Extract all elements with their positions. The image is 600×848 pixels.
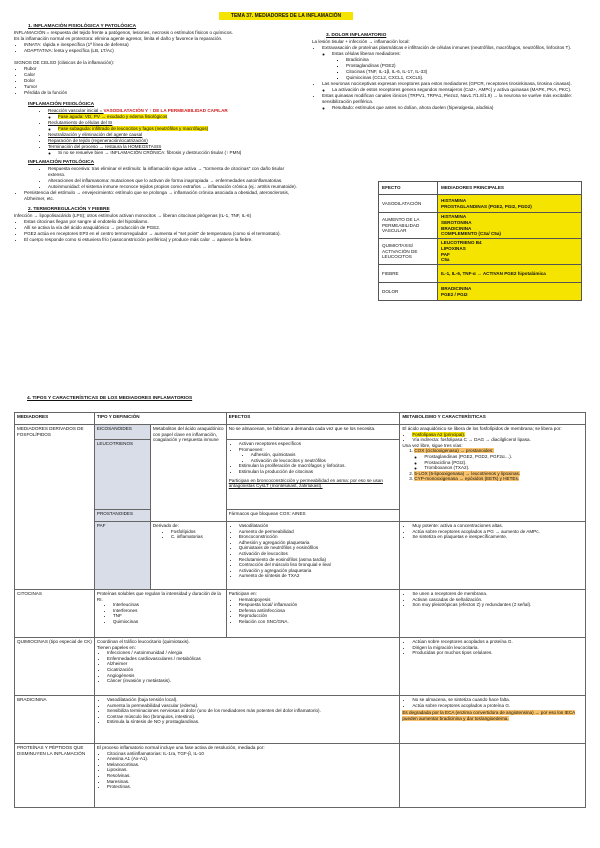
celso-sign: • Calor — [24, 72, 299, 78]
paf-metabolism-item: • Se sintetiza en plaquetas e inespecíficamente. — [412, 534, 583, 540]
celso-sign: • Tumor — [24, 84, 299, 90]
resolution-mediator: • Melanocortinas. — [107, 762, 397, 768]
celso-heading: SIGNOS DE CELSO (clásicos de la inflamación): — [14, 60, 115, 65]
paf-effect: • Aumento de síntesis de TXA2 — [239, 573, 398, 579]
bradykinin-effect: • Estimula la síntesis de NO y prostaglandinas. — [107, 719, 397, 725]
resolution-effects: El proceso inflamatorio normal incluye una fase activa de resolución, mediada por: • Citocinas antiinflamatorias: IL-1ra, TGF-β, IL-10 • Anexina A1 (Ax-A1). • Melanocortinas. • Lipoxinas. • Resolvinas. • Maresinas. • Protectinas. — [94, 744, 399, 808]
innate-item: • INNATA: rápida e inespecífica (1ª línea de defensa) — [24, 42, 299, 48]
chemokine-role: • Enfermedades cardiovasculares / metabólicas — [107, 656, 397, 662]
bradykinin-metabolism: • No se almacena, se sintetiza cuando hace falta. • Actúa sobre receptores acoplados a proteína G. Es degradada por la ECA (enzima convertidora de angiotensina) → por eso los IECA pueden aumentar bradicinina y dar tos/angioedema. — [400, 696, 586, 744]
termination-item: • Terminación del proceso → restaura la HOMEOSTASIS — [48, 144, 299, 150]
mediator-item: ▪ Prostaglandinas (PGE2) — [346, 63, 587, 69]
mediator-cell: BRADICININA PGE2 / PGI2 — [438, 283, 582, 301]
bradykinin-effects — [94, 696, 399, 744]
resolution-mediator: • Maresinas. — [107, 779, 397, 785]
bradykinin-metabolism-item: • Actúa sobre receptores acoplados a proteína G. — [412, 703, 583, 709]
effects-row — [379, 265, 582, 283]
pain-intro: La lesión tisular + infección → inflamación local: — [312, 39, 410, 44]
paf-source: • Fosfolípidos — [171, 529, 224, 535]
paf-metabolism-item: • Actúa sobre receptores acoplados a PG → aumento de AMPc. — [412, 529, 583, 535]
effect-cell: DOLOR — [379, 283, 438, 301]
chemokine-role: • Cáncer (invasión y metástasis). — [107, 678, 397, 684]
fever-list — [14, 219, 299, 243]
celso-sign: • Dolor — [24, 78, 299, 84]
cytokine-effect: • Reproducción — [239, 613, 398, 619]
leukotrienes-effects: • Activan receptores específicos • Promueven: • Adhesión, quimiotaxis • Activación de leucocitos y neutrófilos • Estimulan la proliferación de macrófagos y linfocitos. • Estimulan la producción de citocinas Participan en broncoconstricción y permeabilidad en asma: por eso se usan antagonistas CysLT (montelukast, zafirlukast). — [226, 440, 400, 510]
chemokine-role: • Cicatrización — [107, 667, 397, 673]
pain-item-1a: ◦ Estas células liberan mediadores: — [332, 51, 587, 57]
effect-cell: VASODILATACIÓN — [379, 195, 438, 213]
acute-phase-item: ◦ Fase aguda: VD, PV → exudado y edema fisiológicos — [58, 114, 299, 120]
pain-item-1: • Extravasación de proteínas plasmáticas e infiltración de células inmunes (neutrófilos, macrófagos, neutrófilos, linfocitos T). — [322, 45, 587, 51]
inflammation-protective: Es la inflamación normal es protectora: elimina agente agresor, limita el daño y favorece la reparación. — [14, 36, 223, 41]
right-column — [312, 33, 587, 111]
pain-item-3: • Estas quinasas modifican canales iónicos (TRPV1, TRPA1, Piezo2, Nav1.7/1.8/1.9) → la neurona se vuelve más excitable: sensibilización periférica. — [322, 93, 587, 105]
col-type: TIPO Y DEFINICIÓN — [94, 413, 226, 425]
neutralization-item: • Neutralización y eliminación del agente causal — [48, 132, 299, 138]
prostanoid-item: ◦ Tromboxanos (TXA2). — [424, 465, 583, 471]
resolution-label: PROTEÍNAS Y PÉPTIDOS QUE DISMINUYEN LA INFLAMACIÓN — [15, 744, 95, 808]
physiologic-heading: INFLAMACIÓN FISIOLÓGICA — [28, 102, 95, 107]
cytokine-effect: • Respuesta local/ inflamación — [239, 602, 398, 608]
paf-effects — [226, 522, 400, 590]
paf-effect: • Adhesión y agregación plaquetaria — [239, 540, 398, 546]
section-3-heading: 3. DOLOR INFLAMATORIO — [326, 33, 387, 38]
eicosanoids-metabolism: El ácido araquidónico se libera de los fosfolípidos de membrana; se libera por: • Fosfolipasa A2 (principal). • Vía indirecta: fosfolipasa C → DAG → diacilglicerol lipasa. Una vez libre, sigue tres vías: 1. COX (ciclooxigenasa) → prostanoides: ◦ Prostaglandinas (PGE2, PGD2, PGF2α…). ◦ Prostaciclina (PGI2). ◦ Tromboxanos (TXA2). 2. 5-LOX (5-lipooxigenasa) → leucotrienos y lipoxinas. 3. CYP-monooxigenasa → epóxidos (EETs) y HETEs. — [400, 425, 586, 522]
fever-step: • El cuerpo responde como si estuviera frío (vasoconstricción periférica) y produce más calor → aparece la fiebre. — [24, 237, 299, 243]
mediator-item: ▪ Citocinas (TNF, IL-1β, IL-6, IL-17, IL-33) — [346, 69, 587, 75]
effects-row — [379, 195, 582, 213]
adaptive-item: • ADAPTATIVA: lenta y específica (LB, LT/Ac) — [24, 48, 299, 54]
mediators-list — [332, 57, 587, 81]
leukotriene-effect: • Activan receptores específicos — [239, 441, 398, 447]
cytokine-metabolism-item: • Son muy pleiotrópicas (efectos ≠) y redundantes (≠ señal). — [412, 602, 583, 608]
prostanoid-item: ◦ Prostaglandinas (PGE2, PGD2, PGF2α…). — [424, 454, 583, 460]
subacute-item: ◦ Fase subaguda: infiltrado de leucocitos y fagos (neutrófilos y macrófagos) — [58, 126, 299, 132]
pathologic-item-3: • Autoinmunidad: el sistema inmune reconoce tejidos propios como extraños → inflamación crónica (ej.: artritis reumatoide). — [48, 184, 299, 190]
paf-effect: • Reclutamiento de eosinófilos (asma tardía) — [239, 557, 398, 563]
effects-row — [379, 283, 582, 301]
cytokine-effect: • Relación con SNC/GNA. — [239, 619, 398, 625]
fever-intro: Infección → lipopolisacárido (LPS); otros estímulos activan monocitos → liberan citocinas pirógenas (IL-1, TNF, IL-6) — [14, 213, 252, 218]
bradykinin-metabolism-item: • No se almacena, se sintetiza cuando hace falta. — [412, 697, 583, 703]
paf-effect: • Vasodilatación — [239, 523, 398, 529]
leukotriene-effect: • Estimulan la proliferación de macrófagos y linfocitos. — [239, 463, 398, 469]
chemokines-metabolism — [400, 638, 586, 696]
cytokine-type: • Quimiocinas — [113, 619, 224, 625]
col-mediators: MEDIADORES — [15, 413, 95, 425]
pain-item-3a: ◦ Resultado: estímulos que antes no dolían, ahora duelen (hiperalgesia, alodinia) — [332, 105, 587, 111]
effect-cell: FIEBRE — [379, 265, 438, 283]
page-title: TEMA 37. MEDIADORES DE LA INFLAMACIÓN — [219, 12, 353, 20]
leukotriene-effect: • Promueven: — [239, 447, 398, 453]
section-4-heading: 4. TIPOS Y CARACTERÍSTICAS DE LOS MEDIADORES INFLAMATORIOS — [27, 396, 193, 401]
eicosanoids-definition: Metabolitos del ácido araquidónico con papel clave en inflamación, coagulación y respuesta inmune — [150, 425, 226, 522]
resolution-mediator: • Lipoxinas. — [107, 767, 397, 773]
leukotriene-subeffect: • Activación de leucocitos y neutrófilos — [251, 458, 398, 464]
mediator-cell: HISTAMINA PROSTAGLANDINAS (PGE2, PGI2, PGD2) — [438, 195, 582, 213]
mediator-item: ▪ Bradicinina — [346, 57, 587, 63]
repair-item: • Reparación de tejido (regeneración/cicatrización) — [48, 138, 299, 144]
resolution-mediator: • Anexina A1 (Ax-A1). — [107, 756, 397, 762]
effects-table — [378, 181, 582, 301]
cytokines-effects: Participan en: • Hematopoyesis • Respuesta local/ inflamación • Defensa antiinfecciosa • Reproducción • Relación con SNC/GNA. — [226, 590, 400, 638]
cytokine-type: • Interleucinas — [113, 602, 224, 608]
bradykinin-label: BRADICININA — [15, 696, 95, 744]
cytokine-type: • Interferones — [113, 608, 224, 614]
pain-item-2: • Las neuronas nociceptivas expresan receptores para estos mediadores (GPCR, receptores tirosinkinasa, tirosina cinasas). — [322, 81, 587, 87]
chronic-item: ◦ Si no se resuelve bien → INFLAMACIÓN CRÓNICA: fibrosis y destrucción tisular (↑ PMN) — [58, 150, 299, 156]
paf-effect: • Activación y agregación plaquetaria — [239, 568, 398, 574]
fever-step: • Allí se activa la vía del ácido araquidónico → producción de PGE2. — [24, 225, 299, 231]
resolution-mediator: • Protectinas. — [107, 784, 397, 790]
paf-effect: • Contracción del músculo liso bronquial e ileal — [239, 562, 398, 568]
celso-sign: • Pérdida de la función — [24, 90, 299, 96]
chemokine-metabolism-item: • Dirigen la migración leucocitaria. — [412, 645, 583, 651]
cytokine-metabolism-item: • Activan cascadas de señalización. — [412, 597, 583, 603]
paf-source: • C. inflamatorias — [171, 534, 224, 540]
chemokines-label: QUIMIOCINAS (tipo especial de CK) — [15, 638, 95, 696]
chemokines-definition: Coordinan el tráfico leucocitario (quimiotaxis). Tienen papeles en: • Infecciones / Autoinmunidad / Alergia • Enfermedades cardiovasculares / metabólicas • Alzheimer • Cicatrización • Angiogénesis • Cáncer (invasión y metástasis). — [94, 638, 399, 696]
cytokines-label: CITOCINAS — [15, 590, 95, 638]
recruitment-item: • Reclutamiento de células del SI — [48, 120, 299, 126]
paf-effect: • Activación de leucocitos — [239, 551, 398, 557]
bradykinin-effect: • Sensibiliza terminaciones nerviosas al dolor (uno de los mediadores más potentes del dolor inflamatorio). — [107, 708, 397, 714]
cytokine-effect: • Hematopoyesis — [239, 597, 398, 603]
leukotriene-effect: • Estimulan la producción de citocinas — [239, 469, 398, 475]
cytokine-type: • TNF — [113, 613, 224, 619]
bradykinin-effect: • Aumenta la permeabilidad vascular (edema). — [107, 703, 397, 709]
prostanoids-label: PROSTANOIDES — [94, 510, 150, 522]
chemokine-role: • Infecciones / Autoinmunidad / Alergia — [107, 650, 397, 656]
chemokine-metabolism-item: • Producidas por muchos tipos celulares. — [412, 650, 583, 656]
celso-list — [14, 66, 299, 96]
chemokine-role: • Alzheimer — [107, 661, 397, 667]
eicosanoids-effects: No se almacenan, se fabrican a demanda cada vez que se los necesita. — [226, 425, 400, 440]
resolution-metabolism — [400, 744, 586, 808]
leukotrienes-label: LEUCOTRIENOS — [94, 440, 150, 510]
pathologic-item-4: • Persistencia del estímulo → envejecimiento: estímulo que se prolonga → inflamación crónica asociada a obesidad, aterosclerosis, Alzheimer, etc. — [24, 190, 299, 202]
pathologic-item-1: • Respuesta excesiva: tras eliminar el estímulo: la inflamación sigue activa → "tormenta de citocinas" con daño tisular extenso. — [48, 166, 299, 178]
resolution-mediator: • Citocinas antiinflamatorias: IL-1ra, TGF-β, IL-10 — [107, 751, 397, 757]
inflammation-definition: INFLAMACIÓN = respuesta del tejido frente a patógenos, lesiones, necrosis o estímulos físicos o químicos. — [14, 30, 233, 35]
section-2-heading: 2. TERMORREGULACIÓN Y FIEBRE — [28, 207, 110, 212]
mediator-cell: LEUCOTRIENO B4 LIPOXINAS PAF C5a — [438, 239, 582, 265]
cytokine-effect: • Defensa antiinfecciosa — [239, 608, 398, 614]
lipid-mediators: MEDIADORES DERIVADOS DE FOSFOLÍPIDOS — [15, 425, 95, 590]
section-1-heading: 1. INFLAMACIÓN FISIOLÓGICA Y PATOLÓGICA — [28, 24, 137, 29]
mediators-header: MEDIADORES PRINCIPALES — [438, 182, 582, 195]
chemokine-role: • Angiogénesis — [107, 673, 397, 679]
paf-effect: • Quimiotaxis de neutrófilos y eosinófilos — [239, 545, 398, 551]
mediator-item: ▪ Quimiocinas (CCL2, CXCL1, CXCL5). — [346, 75, 587, 81]
cytokine-metabolism-item: • Se unen a receptores de membrana. — [412, 591, 583, 597]
pathologic-item-2: • Alteraciones del inflamasoma: mutaciones que lo activan de forma inapropiada → enfermedades autoinflamatorias. — [48, 178, 299, 184]
effects-row — [379, 213, 582, 239]
paf-definition: Derivado de: • Fosfolípidos • C. inflamatorias — [150, 522, 226, 590]
pain-item-2a: ◦ La activación de estos receptores genera segundos mensajeros (Ca2+, AMPc) y activa quinasas (MAPK, PKA, PKC). — [332, 87, 587, 93]
prostanoid-item: ◦ Prostaciclina (PGI2). — [424, 460, 583, 466]
effects-row — [379, 239, 582, 265]
chemokine-metabolism-item: • Actúan sobre receptores acoplados a proteína G. — [412, 639, 583, 645]
vascular-reaction-item: • Reacción vascular inicial = VASODILATACIÓN Y ↑ DE LA PERMEABILIDAD CAPILAR ◦ Fase aguda: VD, PV → exudado y edema fisiológicos — [48, 108, 299, 120]
mediators-types-table — [14, 412, 586, 808]
bradykinin-effect: • Contrae músculo liso (bronquios, intestino). — [107, 714, 397, 720]
paf-effect: • Aumento de permeabilidad — [239, 529, 398, 535]
col-effects: EFECTOS — [226, 413, 400, 425]
effects-header: EFECTO — [379, 182, 438, 195]
celso-sign: • Rubor — [24, 66, 299, 72]
prostanoids-effects: Fármacos que bloquean COX: AINES — [226, 510, 400, 522]
col-metabolism: METABOLISMO Y CARACTERÍSTICAS — [400, 413, 586, 425]
left-column — [14, 24, 299, 243]
paf-metabolism-item: • Muy potente: activa a concentraciones altas. — [412, 523, 583, 529]
paf-metabolism — [400, 522, 586, 590]
paf-effect: • Broncoconstricción — [239, 534, 398, 540]
fever-step: • Estas citocinas llegan por sangre al endotelio del hipotálamo. — [24, 219, 299, 225]
cytokines-metabolism — [400, 590, 586, 638]
paf-label: PAF — [94, 522, 150, 590]
mediator-cell: HISTAMINA SEROTONINA BRADICININA COMPLEMENTO (C3a/ C5a) — [438, 213, 582, 239]
fever-step: • PGE2 actúa en receptores EP3 en el centro termorregulador → aumenta el "set point" de temperatura (como si el termostato). — [24, 231, 299, 237]
effect-cell: QUIMIOTAXIS/ ACTIVACIÓN DE LEUCOCITOS — [379, 239, 438, 265]
cytokines-definition: Proteínas solubles que regulan la intensidad y duración de la RI. • Interleucinas • Interferones • TNF • Quimiocinas — [94, 590, 226, 638]
effect-cell: AUMENTO DE LA PERMEABILIDAD VASCULAR — [379, 213, 438, 239]
bradykinin-effect: • Vasodilatación (baja tensión local). — [107, 697, 397, 703]
pathologic-heading: INFLAMACIÓN PATOLÓGICA — [28, 160, 95, 165]
mediator-cell: IL-1, IL-6, TNF-α → ACTIVAN PGE2 hipotalámica — [438, 265, 582, 283]
leukotriene-subeffect: • Adhesión, quimiotaxis — [251, 452, 398, 458]
eicosanoids-label: EICOSANOIDES — [94, 425, 150, 440]
resolution-mediator: • Resolvinas. — [107, 773, 397, 779]
